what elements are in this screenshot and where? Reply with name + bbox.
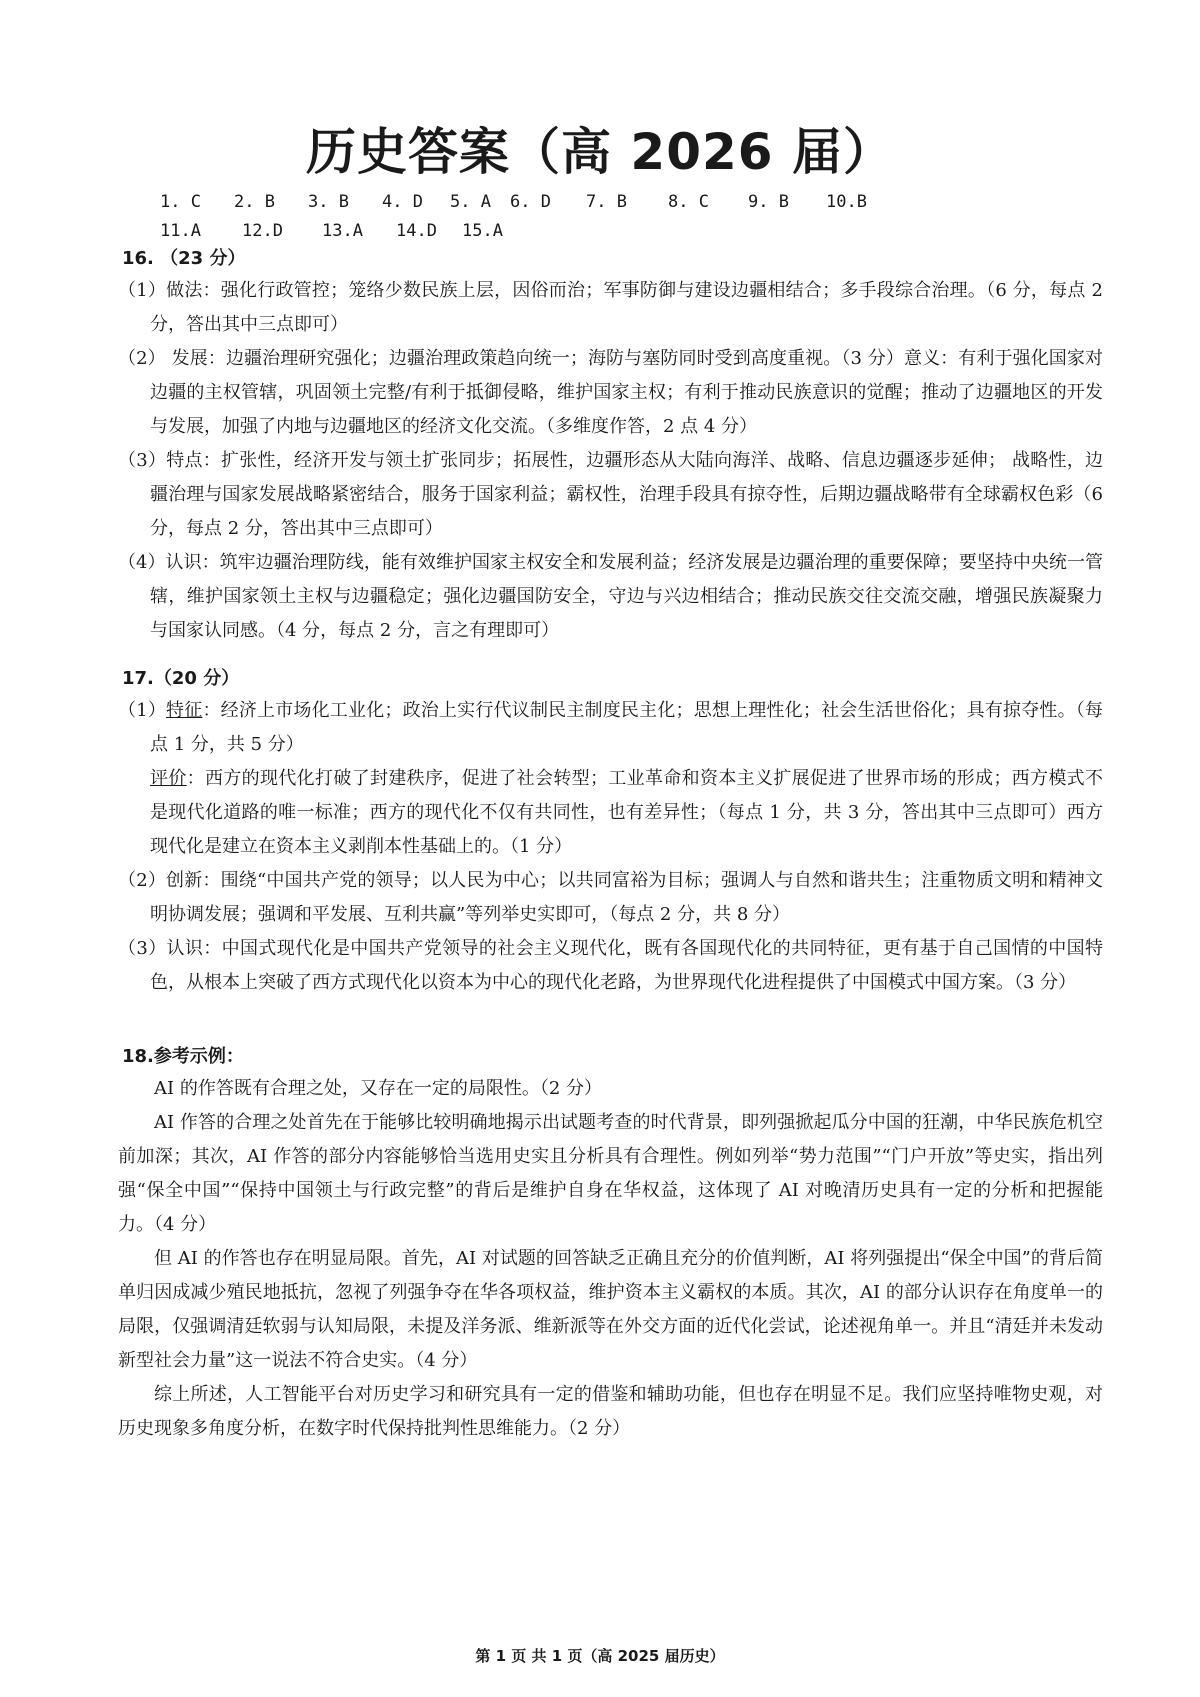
mc-answer: 14.D: [396, 221, 437, 241]
evaluation-text: ：西方的现代化打破了封建秩序，促进了社会转型；工业革命和资本主义扩展促进了世界市场的形成；西方模式不是现代化道路的唯一标准；西方的现代化不仅有共同性，也有差异性；（每点 1 分，共 3 分，答出其中三点即可）西方现代化是建立在资本主义剥削本性基础上的。（1 分）: [150, 768, 1103, 857]
question-17-part-3: （3）认识：中国式现代化是中国共产党领导的社会主义现代化，既有各国现代化的共同特征，更有基于自己国情的中国特色，从根本上突破了西方式现代化以资本为中心的现代化老路，为世界现代化进程提供了中国模式中国方案。（3 分）: [118, 938, 1103, 993]
mc-answer: 11.A: [160, 221, 201, 241]
essay-paragraph-3: 但 AI 的作答也存在明显局限。首先，AI 对试题的回答缺乏正确且充分的价值判断，AI 将列强提出“保全中国”的背后简单归因成减少殖民地抵抗，忽视了列强争夺在华各项权益，维护资本主义霸权的本质。其次，AI 的部分认识存在角度单一的局限，仅强调清廷软弱与认知局限，未提及洋务派、维新派等在外交方面的近代化尝试，论述视角单一。并且“清廷并未发动新型社会力量”这一说法不符合史实。（4 分）: [118, 1248, 1103, 1371]
question-16-part-2: （2） 发展：边疆治理研究强化；边疆治理政策趋向统一；海防与塞防同时受到高度重视。（3 分）意义：有利于强化国家对边疆的主权管辖，巩固领土完整/有利于抵御侵略，维护国家主权；有利于推动民族意识的觉醒；推动了边疆地区的开发与发展，加强了内地与边疆地区的经济文化交流。（多维度作答，2 点 4 分）: [118, 348, 1103, 437]
question-18: [118, 1042, 1103, 1446]
page-title: 历史答案（高 2026 届）: [306, 123, 894, 181]
mc-answer: 1. C: [160, 192, 201, 212]
question-17: [118, 664, 1103, 1000]
question-16: [118, 244, 1103, 648]
question-18-heading: 18.参考示例：: [122, 1046, 244, 1067]
mc-answers-row-1: [160, 191, 886, 213]
mc-answer: 6. D: [510, 192, 551, 212]
question-16-part-3: （3）特点：扩张性，经济开发与领土扩张同步；拓展性，边疆形态从大陆向海洋、战略、信息边疆逐步延伸； 战略性，边疆治理与国家发展战略紧密结合，服务于国家利益；霸权性，治理手段具有掠夺性，后期边疆战略带有全球霸权色彩（6 分，每点 2 分，答出其中三点即可）: [118, 450, 1103, 539]
feature-label: 特征: [166, 700, 203, 721]
mc-answer: 8. C: [668, 192, 709, 212]
mc-answer: 12.D: [242, 221, 283, 241]
mc-answers-row-2: [160, 220, 522, 242]
mc-answer: 2. B: [234, 192, 275, 212]
mc-answer: 3. B: [308, 192, 349, 212]
question-17-evaluation: [118, 762, 1103, 864]
mc-answer: 15.A: [462, 221, 503, 241]
part-number: （1）: [118, 700, 167, 721]
essay-paragraph-4: 综上所述，人工智能平台对历史学习和研究具有一定的借鉴和辅助功能，但也存在明显不足。我们应坚持唯物史观，对历史现象多角度分析，在数字时代保持批判性思维能力。（2 分）: [118, 1384, 1103, 1439]
evaluation-label: 评价: [150, 768, 187, 789]
mc-answer: 4. D: [382, 192, 423, 212]
mc-answer: 5. A: [450, 192, 491, 212]
question-17-part-1: [118, 694, 1103, 762]
mc-answer: 9. B: [748, 192, 789, 212]
question-17-part-2: （2）创新：围绕“中国共产党的领导；以人民为中心；以共同富裕为目标；强调人与自然和谐共生；注重物质文明和精神文明协调发展；强调和平发展、互利共赢”等列举史实即可，（每点 2 分，共 8 分）: [118, 870, 1103, 925]
mc-answer: 7. B: [586, 192, 627, 212]
mc-answer: 10.B: [826, 192, 867, 212]
question-16-heading: 16. （23 分）: [122, 248, 246, 269]
essay-paragraph-1: AI 的作答既有合理之处，又存在一定的局限性。（2 分）: [154, 1078, 603, 1099]
feature-text: ：经济上市场化工业化；政治上实行代议制民主制度民主化；思想上理性化；社会生活世俗化；具有掠夺性。（每点 1 分，共 5 分）: [150, 700, 1104, 755]
page-footer: 第 1 页 共 1 页（高 2025 届历史）: [475, 1647, 725, 1665]
question-16-part-1: （1）做法：强化行政管控；笼络少数民族上层，因俗而治；军事防御与建设边疆相结合；多手段综合治理。（6 分，每点 2 分，答出其中三点即可）: [118, 280, 1103, 335]
question-17-heading: 17.（20 分）: [122, 668, 240, 689]
question-16-part-4: （4）认识：筑牢边疆治理防线，能有效维护国家主权安全和发展利益；经济发展是边疆治理的重要保障；要坚持中央统一管辖，维护国家领土主权与边疆稳定；强化边疆国防安全，守边与兴边相结合；推动民族交往交流交融，增强民族凝聚力与国家认同感。（4 分，每点 2 分，言之有理即可）: [118, 552, 1103, 641]
essay-paragraph-2: AI 作答的合理之处首先在于能够比较明确地揭示出试题考查的时代背景，即列强掀起瓜分中国的狂潮，中华民族危机空前加深；其次，AI 作答的部分内容能够恰当选用史实且分析具有合理性。例如列举“势力范围”“门户开放”等史实，指出列强“保全中国”“保持中国领土与行政完整”的背后是维护自身在华权益，这体现了 AI 对晚清历史具有一定的分析和把握能力。（4 分）: [118, 1112, 1103, 1235]
mc-answer: 13.A: [322, 221, 363, 241]
